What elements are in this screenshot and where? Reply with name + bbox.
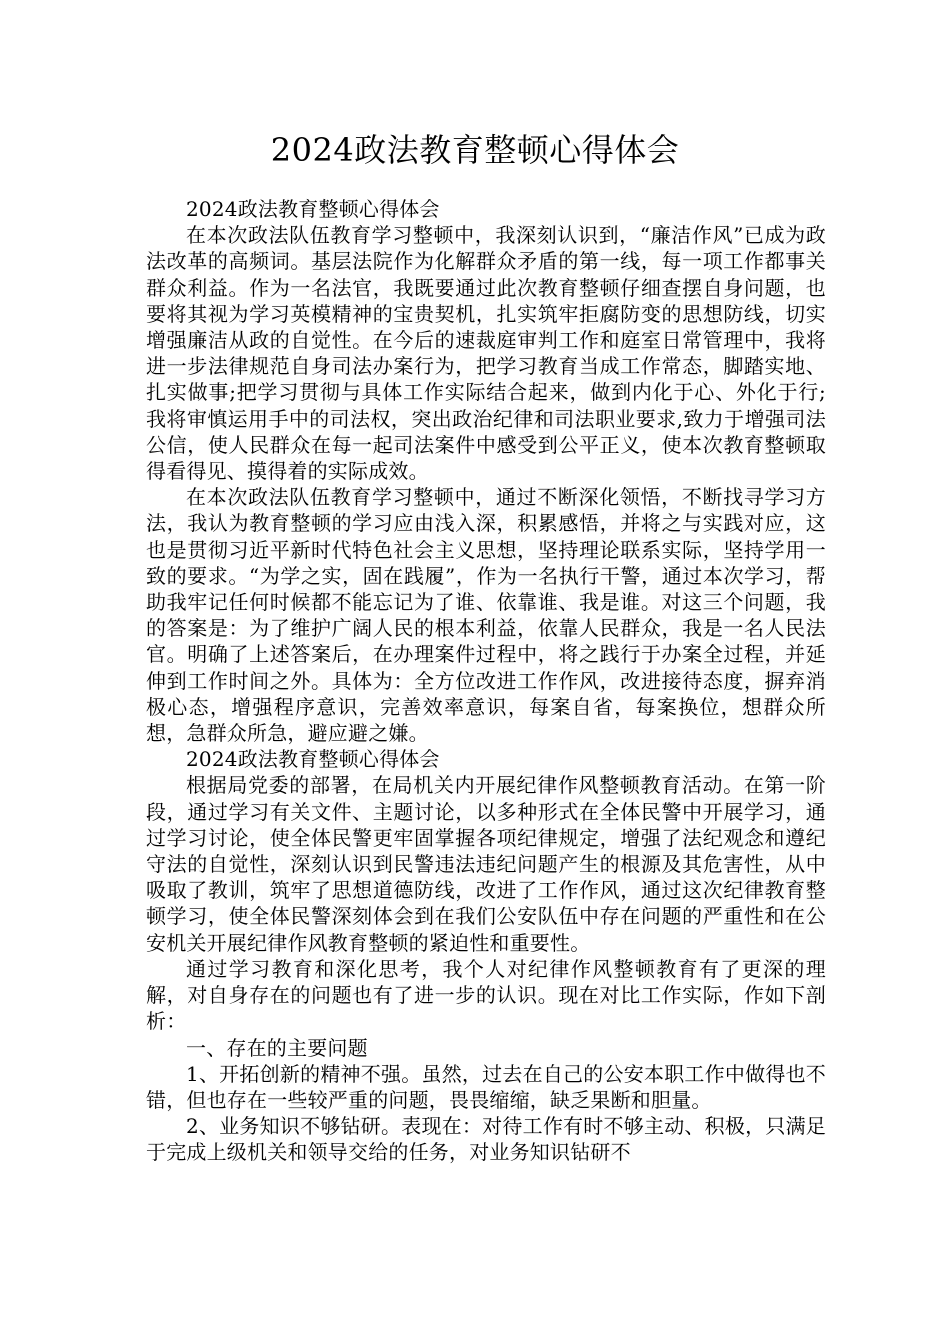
- section-heading: 2024政法教育整顿心得体会: [186, 747, 440, 772]
- body-paragraph: 通过学习教育和深化思考，我个人对纪律作风整顿教育有了更深的理解，对自身存在的问题也有了进一步的认识。现在对比工作实际，作如下剖析：: [146, 956, 826, 1034]
- document-body: [146, 196, 826, 1166]
- body-paragraph: 2、业务知识不够钻研。表现在：对待工作有时不够主动、积极，只满足于完成上级机关和领导交给的任务，对业务知识钻研不: [146, 1114, 826, 1165]
- body-paragraph: 1、开拓创新的精神不强。虽然，过去在自己的公安本职工作中做得也不错，但也存在一些较严重的问题，畏畏缩缩，缺乏果断和胆量。: [146, 1061, 826, 1112]
- body-paragraph: 在本次政法队伍教育学习整顿中，我深刻认识到，“廉洁作风”已成为政法改革的高频词。基层法院作为化解群众矛盾的第一线，每一项工作都事关群众利益。作为一名法官，我既要通过此次教育整顿仔细查摆自身问题，也要将其视为学习英模精神的宝贵契机，扎实筑牢拒腐防变的思想防线，切实增强廉洁从政的自觉性。在今后的速裁庭审判工作和庭室日常管理中，我将进一步法律规范自身司法办案行为，把学习教育当成工作常态，脚踏实地、扎实做事;把学习贯彻与具体工作实际结合起来，做到内化于心、外化于行;我将审慎运用手中的司法权，突出政治纪律和司法职业要求,致力于增强司法公信，使人民群众在每一起司法案件中感受到公平正义，使本次教育整顿取得看得见、摸得着的实际成效。: [146, 223, 826, 484]
- section-heading: 2024政法教育整顿心得体会: [186, 197, 440, 221]
- body-paragraph: 在本次政法队伍教育学习整顿中，通过不断深化领悟，不断找寻学习方法，我认为教育整顿的学习应由浅入深，积累感悟，并将之与实践对应，这也是贯彻习近平新时代特色社会主义思想，坚持理论联系实际，坚持学用一致的要求。“为学之实，固在践履”，作为一名执行干警，通过本次学习，帮助我牢记任何时候都不能忘记为了谁、依靠谁、我是谁。对这三个问题，我的答案是：为了维护广阔人民的根本利益，依靠人民群众，我是一名人民法官。明确了上述答案后，在办理案件过程中，将之践行于办案全过程，并延伸到工作时间之外。具体为：全方位改进工作作风，改进接待态度，摒弃消极心态，增强程序意识，完善效率意识，每案自省，每案换位，想群众所想，急群众所急，避应避之嫌。: [146, 485, 826, 746]
- document-title: 2024政法教育整顿心得体会: [270, 131, 680, 169]
- section-heading: 一、存在的主要问题: [186, 1035, 368, 1060]
- body-paragraph: 根据局党委的部署，在局机关内开展纪律作风整顿教育活动。在第一阶段，通过学习有关文件、主题讨论，以多种形式在全体民警中开展学习，通过学习讨论，使全体民警更牢固掌握各项纪律规定，增强了法纪观念和遵纪守法的自觉性，深刻认识到民警违法违纪问题产生的根源及其危害性，从中吸取了教训，筑牢了思想道德防线，改进了工作作风，通过这次纪律教育整顿学习，使全体民警深刻体会到在我们公安队伍中存在问题的严重性和在公安机关开展纪律作风教育整顿的紧迫性和重要性。: [146, 773, 826, 955]
